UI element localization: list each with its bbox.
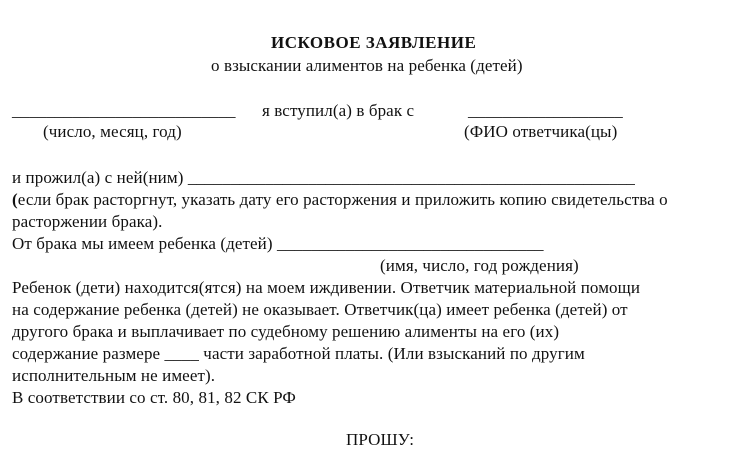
body-line-2: на содержание ребенка (детей) не оказывает. Ответчик(ца) имеет ребенка (детей) от bbox=[12, 300, 628, 319]
children-hint: (имя, число, год рождения) bbox=[380, 256, 579, 275]
cohabitation-line: и прожил(а) с ней(ним) ____________________________________________________ bbox=[12, 168, 636, 187]
marriage-date-blank: __________________________ bbox=[12, 101, 236, 120]
defendant-name-blank: __________________ bbox=[468, 101, 623, 120]
document-title: ИСКОВОЕ ЗАЯВЛЕНИЕ bbox=[271, 33, 477, 52]
legal-reference: В соответствии со ст. 80, 81, 82 СК РФ bbox=[12, 388, 296, 407]
divorce-note-paren: ( bbox=[12, 190, 18, 209]
divorce-note-text: если брак расторгнут, указать дату его расторжения и приложить копию свидетельства о bbox=[17, 190, 668, 209]
divorce-note-line-2: расторжении брака). bbox=[12, 212, 163, 231]
children-line: От брака мы имеем ребенка (детей) _______________________________ bbox=[12, 234, 544, 253]
document-subtitle: о взыскании алиментов на ребенка (детей) bbox=[211, 56, 523, 75]
body-line-5: исполнительным не имеет). bbox=[12, 366, 216, 385]
body-line-3: другого брака и выплачивает по судебному решению алименты на его (их) bbox=[12, 322, 560, 341]
defendant-name-hint: (ФИО ответчика(цы) bbox=[464, 122, 618, 141]
marriage-text: я вступил(а) в брак с bbox=[262, 101, 415, 120]
body-line-4: содержание размере ____ части заработной платы. (Или взысканий по другим bbox=[12, 344, 585, 363]
body-line-1: Ребенок (дети) находится(ятся) на моем иждивении. Ответчик материальной помощи bbox=[12, 278, 641, 297]
divorce-note-line bbox=[12, 190, 668, 210]
request-heading: ПРОШУ: bbox=[346, 430, 415, 449]
date-hint: (число, месяц, год) bbox=[43, 122, 182, 141]
